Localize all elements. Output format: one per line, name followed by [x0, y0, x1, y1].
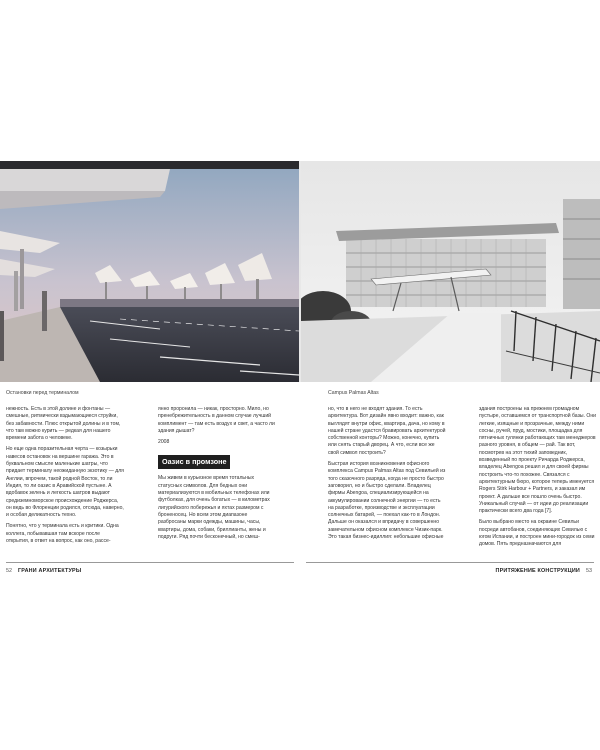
paragraph: Быстрая история возникновения офисного комплекса Campus Palmas Altas под Севильей из того сказочного разряда, когда не просто быстро заговорил, но и быстро сделали. Владелец фирмы Abengoa, специализирующейся на аккумулировании солнечной энергии — то есть на разработке, производстве и эксплуатации солнечных батарей, — поехал как-то в Лондон. Дальше он оказался и впридачу в совершенно замечательном офисном комплексе Чизик-парк. Это такая бизнес-идиллия: небольшие офисные [328, 461, 446, 541]
terminal-photo-graphic [0, 161, 299, 382]
section-year: 2008 [158, 439, 170, 446]
running-title-left: ГРАНИ АРХИТЕКТУРЫ [18, 568, 82, 574]
paragraph: янно проронила — никак, просторно. Мило, но пренебрежительность в данном случае лучший комплимент — там есть воздух и свет, а часто ли здания дышат? [158, 406, 275, 434]
text-column-3 [328, 406, 446, 545]
campus-building-photo [301, 161, 600, 382]
paragraph: Мы живем в курьезное время тотальных статусных символов. Для бедных они материализуются в мобильных телефонах или футболках, для очень богатых — в километрах лигурийского побережья и яхтах размером с броненосец. Но всем этом диапазоне разбросаны марки одежды, машины, часы, квартиры, дома, собаки, бриллианты, жены и подруги. Ряд почти бесконечный, но смеш- [158, 475, 270, 540]
paragraph: Понятно, что у терминала есть и критики. Одна коллега, побывавшая там вскоре после открытия, в ответ на вопрос, как оно, рассе- [6, 523, 119, 545]
terminal-canopies-photo [0, 161, 299, 382]
footer-rule-left [6, 562, 294, 563]
page-number-right: 53 [586, 568, 592, 574]
text-column-2 [158, 406, 276, 545]
photo-caption-right: Campus Palmas Altas [328, 390, 379, 396]
running-title-right: ПРИТЯЖЕНИЕ КОНСТРУКЦИИ [495, 568, 580, 574]
photo-caption-left: Остановки перед терминалом [6, 390, 79, 396]
paragraph: но, что в него не входят здания. То есть архитектура. Вот дизайн явно входит: важно, как выглядят внутри офис, квартира, дача, но кому в нашей стране удастся бравировать архитектурой собственной конторы? Можно, конечно, купить или снять старый дворец. А что, если все же свой символ построить? [328, 406, 446, 456]
paragraph: Но еще одна поразительная черта — козырьки навесов остановок на вершине гаража. Это в буквальном смысле маленькие шатры, что придает терминалу неожиданную экзотику — для Англии, впрочем, такой родной Восток, то ли Индия, то ли оазис в Аравийской пустыне. А вдобавок зелень и легкость шатров выдают средиземноморское происхождение Роджерса, он ведь во Флоренции родился, отсюда, наверно, и особая деликатность техно. [6, 446, 124, 519]
page-number-left: 52 [6, 568, 12, 574]
footer-left [6, 568, 81, 574]
campus-photo-graphic [301, 161, 600, 382]
footer-rule-right [306, 562, 594, 563]
paragraph: здания построены на прежнем громадном пустыре, оставшемся от транспортной базы. Они легкие, изящные и прозрачные, между ними сосны, ручей, пруд, мостики, площадка для пятничных гулянки работающих там менеджеров разного уровня, в общем — рай. Так вот, посмотрев на этот тихий заповедник, возведенный по проекту Ричарда Роджерса, владелец Abengoa решил и для своей фирмы построить что-то похожее. Связался с архитектурным бюро, которое теперь именуется Rogers Stirk Harbour + Partners, и заказал им проект. А дальше все пошло очень быстро. Уникальный случай — от идеи до реализации практически всего два года [7]. [479, 406, 597, 515]
section-heading: Оазис в промзоне [158, 455, 230, 469]
paragraph: Было выбрано место на окраине Севильи посреди автобанов, соединяющих Севилью с югом Испании, и построен мини-городок из семи домов. Пять предназначаются для [479, 519, 595, 548]
footer-right [496, 568, 592, 574]
text-column-1 [6, 406, 124, 549]
text-column-4 [479, 406, 597, 553]
paragraph: нежность. Есть в этой долине и фонтаны — смешные, ритмически вздымающиеся струйки, без забавности. Плюс открытой долины и в том, что там можно курить — редкая для нашего времени забота о человеке. [6, 406, 121, 442]
